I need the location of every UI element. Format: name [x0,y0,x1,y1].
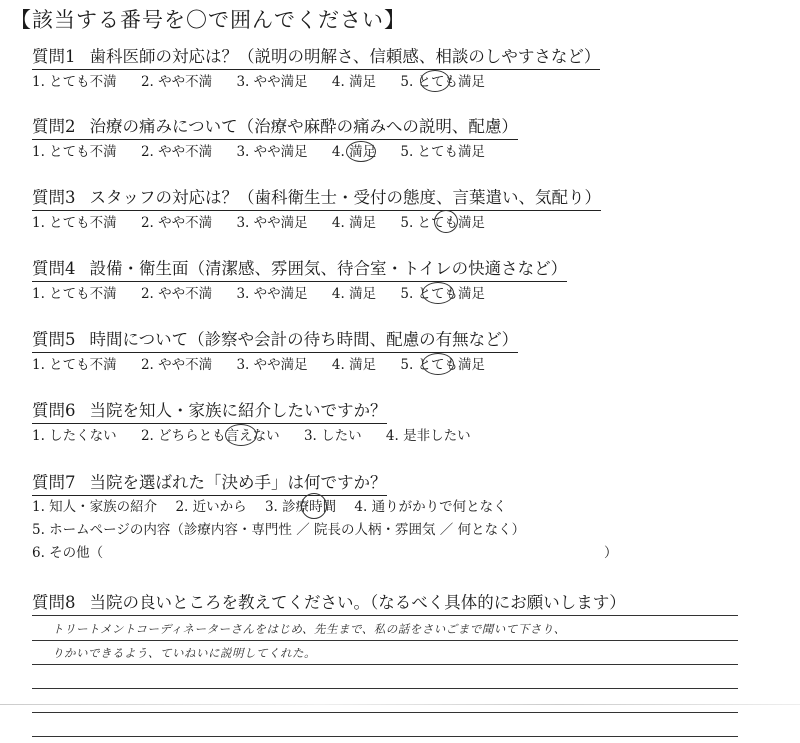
question-2-options [32,141,772,163]
question-3 [32,187,772,234]
question-number: 質問3 [32,188,76,207]
option-3[interactable]: 3. やや満足 [236,286,308,302]
question-number: 質問7 [32,473,76,492]
question-label: 当院を知人・家族に紹介したいですか？ [89,401,387,420]
question-label: 時間について（診察や会計の待ち時間、配慮の有無など） [89,330,519,349]
option-3[interactable]: 3. やや満足 [236,215,308,231]
option-4-selected[interactable] [332,141,376,163]
option-4[interactable]: 4. 満足 [331,74,377,90]
question-label: 当院を選ばれた「決め手」は何ですか？ [89,473,387,492]
question-7-options [32,496,772,565]
question-4 [32,258,772,305]
question-label: 当院の良いところを教えてください。（なるべく具体的にお願いします） [89,593,626,612]
handwritten-answer-2: りかいできるよう、ていねいに説明してくれた。 [52,646,316,660]
option-2[interactable]: 2. やや不満 [140,144,213,160]
option-2[interactable]: 2. やや不満 [140,357,213,373]
option-1[interactable]: 1. 知人・家族の紹介 [32,499,158,515]
option-5-label: 5. とても満足 [400,357,486,373]
option-4[interactable]: 4. 満足 [331,357,377,373]
option-2-selected[interactable] [141,425,280,447]
options-row-2 [32,519,772,542]
option-5-selected[interactable] [400,283,485,305]
question-7 [32,472,772,565]
options-row-3 [32,542,772,565]
option-3[interactable]: 3. やや満足 [236,357,308,373]
option-4[interactable]: 4. 通りがかりで何となく [354,499,507,515]
question-8 [32,592,772,616]
answer-line [32,615,738,616]
option-2[interactable]: 2. 近いから [175,499,247,515]
option-4-label: 4. 満足 [331,144,377,160]
question-number: 質問4 [32,259,76,278]
option-5[interactable]: 5. ホームページの内容（診療内容・専門性 ／ 院長の人柄・雰囲気 ／ 何となく） [32,522,526,538]
option-5-label: 5. とても満足 [400,74,486,90]
option-3[interactable]: 3. やや満足 [236,144,308,160]
question-label: 歯科医師の対応は？（説明の明解さ、信頼感、相談のしやすさなど） [89,47,601,66]
option-1[interactable]: 1. とても不満 [32,286,117,302]
answer-line [32,712,738,713]
question-4-options [32,283,772,305]
option-2[interactable]: 2. やや不満 [140,215,213,231]
answer-line [32,664,738,665]
scan-artifact-line [0,704,800,705]
question-1-options [32,71,772,93]
answer-line [32,640,738,641]
option-3-label: 3. 診療時間 [264,499,337,515]
question-number: 質問2 [32,117,76,136]
page-title: 【該当する番号を〇で囲んでください】 [10,8,406,32]
options-row-1 [32,496,772,519]
question-7-text [32,472,387,496]
handwritten-answer-1: トリートメントコーディネーターさんをはじめ、先生まで、私の話をさいごまで聞いて下さり、 [52,622,566,636]
option-5-selected[interactable] [400,212,485,234]
option-5[interactable]: 5. とても満足 [400,144,486,160]
question-label: スタッフの対応は？（歯科衛生士・受付の態度、言葉遣い、気配り） [89,188,601,207]
question-number: 質問6 [32,401,76,420]
option-3[interactable]: 3. やや満足 [236,74,308,90]
question-number: 質問5 [32,330,76,349]
question-5 [32,329,772,376]
option-4[interactable]: 4. 満足 [331,286,377,302]
question-5-options [32,354,772,376]
question-3-options [32,212,772,234]
option-1[interactable]: 1. とても不満 [32,144,117,160]
question-6-text [32,400,387,424]
question-label: 治療の痛みについて（治療や麻酔の痛みへの説明、配慮） [89,117,518,136]
option-2[interactable]: 2. やや不満 [140,74,213,90]
option-5-selected[interactable] [400,71,485,93]
question-8-text [32,592,626,616]
answer-line [32,688,738,689]
question-6 [32,400,772,447]
question-5-text [32,329,518,353]
question-2 [32,116,772,163]
option-4[interactable]: 4. 満足 [331,215,377,231]
question-4-text [32,258,567,282]
question-1 [32,46,772,93]
option-3-selected[interactable] [265,496,336,519]
question-label: 設備・衛生面（清潔感、雰囲気、待合室・トイレの快適さなど） [89,259,568,278]
answer-line [32,736,738,737]
question-1-text [32,46,600,70]
other-close-paren: ） [604,545,618,561]
option-4[interactable]: 4. 是非したい [385,428,471,444]
question-2-text [32,116,518,140]
question-6-options [32,425,772,447]
option-5-label: 5. とても満足 [400,286,486,302]
option-2-label: 2. どちらとも言えない [140,428,280,444]
question-number: 質問1 [32,47,76,66]
option-1[interactable]: 1. とても不満 [32,357,117,373]
option-3[interactable]: 3. したい [303,428,362,444]
option-1[interactable]: 1. とても不満 [32,215,117,231]
question-number: 質問8 [32,593,76,612]
option-1[interactable]: 1. したくない [32,428,117,444]
option-6[interactable]: 6. その他（ [32,545,104,561]
option-5-label: 5. とても満足 [400,215,486,231]
option-5-selected[interactable] [400,354,485,376]
option-2[interactable]: 2. やや不満 [140,286,213,302]
option-1[interactable]: 1. とても不満 [32,74,117,90]
question-3-text [32,187,601,211]
